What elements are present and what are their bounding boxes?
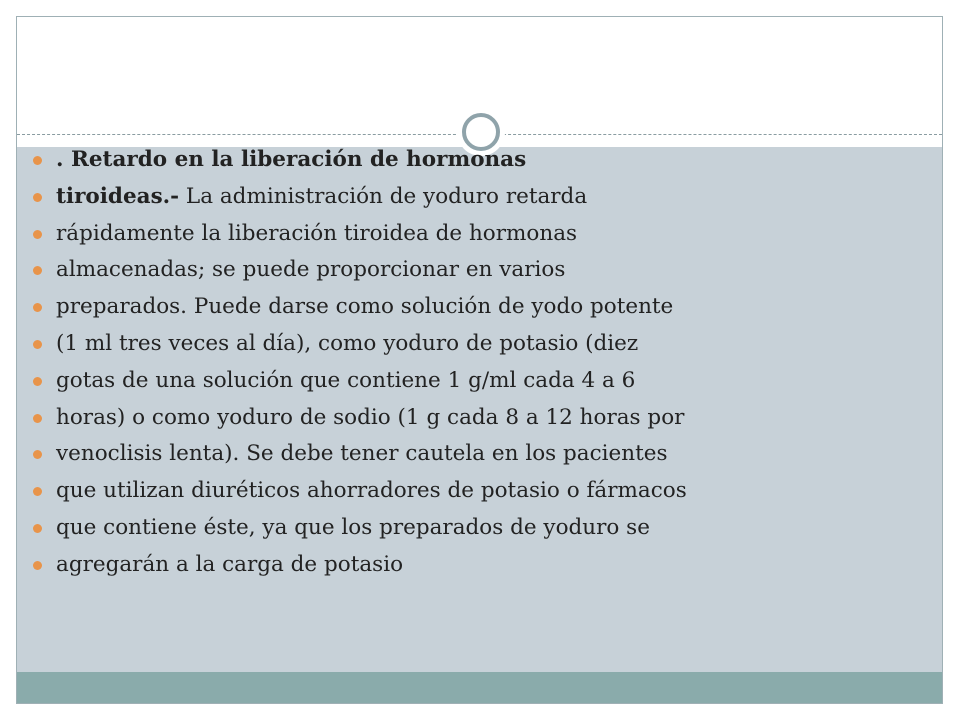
bullet-text: venoclisis lenta). Se debe tener cautela en los pacientes bbox=[56, 441, 668, 467]
bullet-dot-icon bbox=[33, 450, 42, 459]
bullet-text: rápidamente la liberación tiroidea de hormonas bbox=[56, 220, 578, 246]
bullet-dot-icon bbox=[33, 193, 42, 202]
bullet-item bbox=[32, 436, 902, 473]
bullet-dot-icon bbox=[33, 561, 42, 570]
bullet-dot-icon bbox=[33, 414, 42, 423]
bullet-text: que contiene éste, ya que los preparados de yoduro se bbox=[56, 514, 650, 540]
bullet-item bbox=[32, 400, 902, 437]
bullet-text: preparados. Puede darse como solución de yodo potente bbox=[56, 294, 674, 320]
bullet-dot-icon bbox=[33, 377, 42, 386]
bullet-text: (1 ml tres veces al día), como yoduro de potasio (diez bbox=[56, 330, 639, 356]
bullet-text: que utilizan diuréticos ahorradores de potasio o fármacos bbox=[56, 478, 687, 504]
bullet-bold-text: tiroideas.- bbox=[56, 183, 180, 209]
bullet-text: horas) o como yoduro de sodio (1 g cada 8 a 12 horas por bbox=[56, 404, 685, 430]
bullet-dot-icon bbox=[33, 487, 42, 496]
bullet-list bbox=[32, 142, 902, 584]
bullet-text: almacenadas; se puede proporcionar en varios bbox=[56, 257, 566, 283]
bullet-item bbox=[32, 547, 902, 584]
bullet-text: gotas de una solución que contiene 1 g/ml cada 4 a 6 bbox=[56, 367, 636, 393]
bullet-text: La administración de yoduro retarda bbox=[179, 183, 588, 209]
bullet-bold-text: . Retardo en la liberación de hormonas bbox=[56, 147, 527, 172]
bullet-item bbox=[32, 363, 902, 400]
bullet-dot-icon bbox=[33, 266, 42, 275]
bullet-text: agregarán a la carga de potasio bbox=[56, 551, 404, 577]
bullet-item bbox=[32, 510, 902, 547]
bullet-dot-icon bbox=[33, 303, 42, 312]
bullet-dot-icon bbox=[33, 156, 42, 165]
bullet-dot-icon bbox=[33, 524, 42, 533]
bullet-item bbox=[32, 473, 902, 510]
bullet-item bbox=[32, 142, 902, 179]
footer-band bbox=[17, 672, 942, 704]
bullet-dot-icon bbox=[33, 340, 42, 349]
bullet-item bbox=[32, 326, 902, 363]
bullet-item bbox=[32, 216, 902, 253]
bullet-item bbox=[32, 252, 902, 289]
bullet-item bbox=[32, 289, 902, 326]
bullet-dot-icon bbox=[33, 230, 42, 239]
bullet-item bbox=[32, 179, 902, 216]
